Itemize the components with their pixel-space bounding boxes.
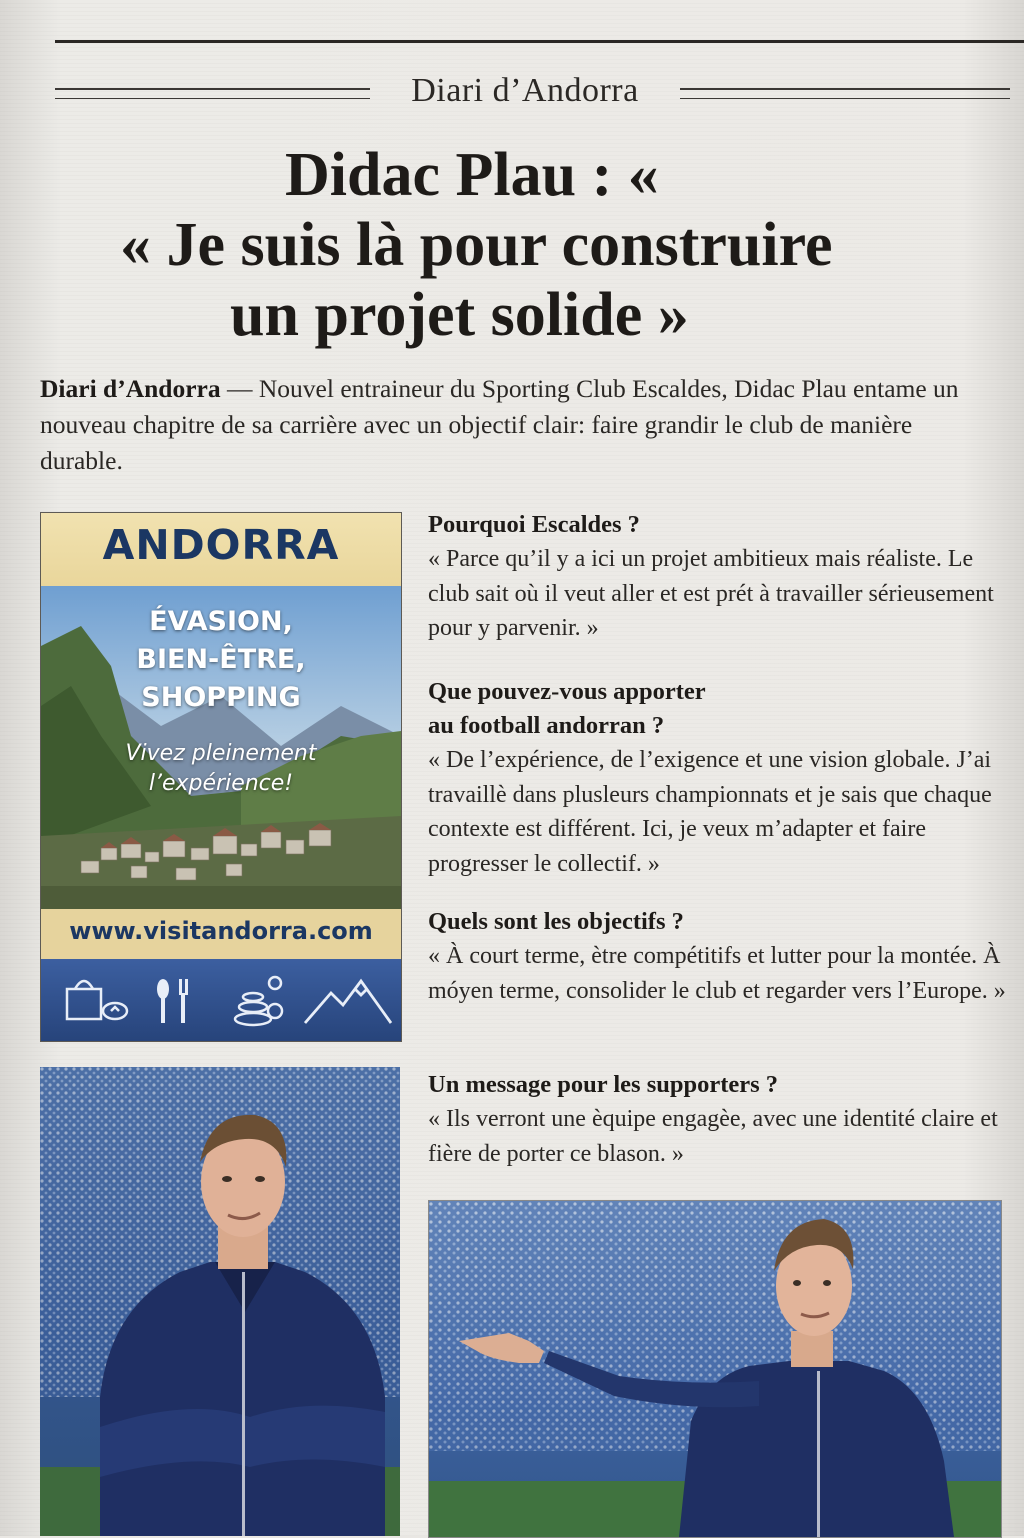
coach-pointing-photo: [428, 1200, 1002, 1538]
masthead: [0, 72, 1024, 112]
qa-question-4: Un message pour les supporters ?: [428, 1071, 779, 1098]
ad-url-link[interactable]: www.visitandorra.com: [69, 917, 373, 945]
coach-portrait-photo: [40, 1067, 400, 1536]
ad-tagline-line-2: l’expérience!: [148, 771, 294, 796]
masthead-title: Diari d’Andorra: [411, 72, 639, 109]
qa-question-3: Quels sont les objectifs ?: [428, 908, 684, 935]
qa-block-3: [428, 905, 1008, 1008]
lead-text: Nouvel entraineur du Sporting Club Escaldes, Didac Plau entame un nouveau chapitre de sa carrière avec un objectif clair: faire grandir le club de manière durable.: [40, 374, 959, 475]
headline-line-2: « Je suis là pour construire: [120, 211, 833, 279]
top-rule: [55, 40, 1024, 43]
qa-question-2-line-2: au football andorran ?: [428, 712, 665, 739]
ad-slogan-line-3: SHOPPING: [141, 682, 301, 713]
qa-block-4: [428, 1068, 1008, 1171]
shopping-bag-icon: [61, 971, 131, 1033]
ad-tagline: [41, 739, 401, 799]
qa-answer-4: « Ils verront une èquipe engagèe, avec une identité claire et fière de porter ce blason. »: [428, 1106, 998, 1167]
masthead-rule-left: [55, 88, 370, 99]
dining-icon: [153, 971, 193, 1033]
mountain-icon: [303, 971, 393, 1033]
qa-question-2-line-1: Que pouvez-vous apporter: [428, 678, 706, 705]
ad-tagline-line-1: Vivez pleinement: [125, 741, 317, 766]
lead-dash: —: [220, 374, 259, 403]
qa-answer-3: « À court terme, ètre compétitifs et lutter pour la montée. À móyen terme, consolider le club et regarder vers l’Europe. »: [428, 943, 1006, 1004]
ad-icon-strip: [41, 959, 401, 1041]
ad-url-bar: [41, 909, 401, 959]
wellness-stones-icon: [231, 971, 291, 1033]
lead-paragraph: [40, 371, 980, 479]
qa-answer-1: « Parce qu’il y a ici un projet ambitieux mais réaliste. Le club sait où il veut aller et est prét à travailler sérieusement pour y parvenir. »: [428, 546, 994, 641]
ad-banner: [41, 513, 401, 586]
ad-slogan: [41, 603, 401, 717]
qa-block-1: [428, 508, 1008, 646]
ad-slogan-line-2: BIEN-ÊTRE,: [136, 644, 306, 675]
ad-slogan-line-1: ÉVASION,: [149, 606, 293, 637]
lead-source: Diari d’Andorra: [40, 374, 221, 403]
masthead-rule-right: [680, 88, 1010, 99]
andorra-advertisement[interactable]: [40, 512, 402, 1042]
headline-line-1: Didac Plau : «: [285, 141, 659, 209]
qa-block-2: [428, 675, 1008, 881]
headline-line-3: un projet solide »: [230, 281, 689, 349]
ad-brand: ANDORRA: [102, 521, 340, 569]
qa-question-1: Pourquoi Escaldes ?: [428, 511, 640, 538]
qa-answer-2: « De l’expérience, de l’exigence et une vision globale. J’ai travaillè dans plusleurs championnats et je sais que chaque contexte est différent. Ici, je veux m’adapter et faire progresser le collectif. »: [428, 747, 992, 877]
